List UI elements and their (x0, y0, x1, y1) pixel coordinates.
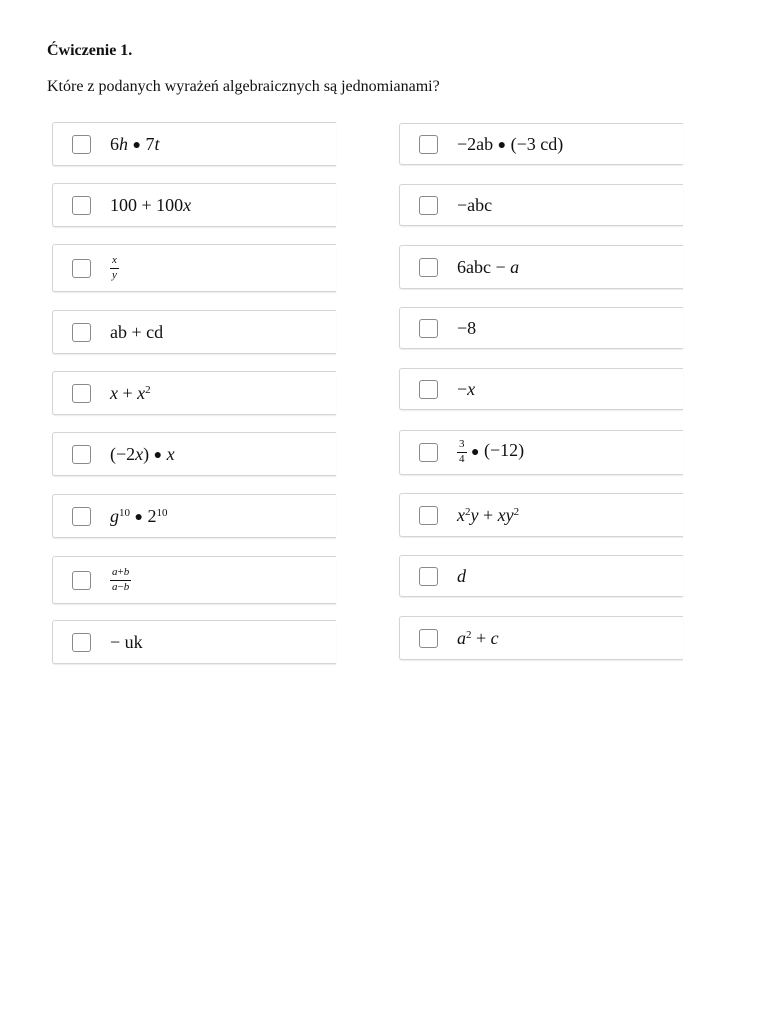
option-l1[interactable] (52, 122, 336, 166)
option-r7[interactable] (399, 493, 683, 537)
option-expression: (−2x) ● x (110, 443, 175, 464)
option-l7[interactable] (52, 494, 336, 538)
option-expression: $a^2 + c$ (457, 628, 499, 648)
option-expression: 6h ● 7t (110, 133, 160, 154)
option-checkbox[interactable] (419, 443, 438, 462)
exercise-title: Ćwiczenie 1. (47, 42, 133, 59)
option-r9[interactable] (399, 616, 683, 660)
option-checkbox[interactable] (72, 135, 91, 154)
option-checkbox[interactable] (72, 259, 91, 278)
option-expression: $x^2y + xy^2$ (457, 505, 520, 525)
option-r8[interactable] (399, 555, 683, 597)
option-r1[interactable] (399, 123, 683, 165)
option-l2[interactable] (52, 183, 336, 227)
option-checkbox[interactable] (72, 384, 91, 403)
option-checkbox[interactable] (419, 258, 438, 277)
option-checkbox[interactable] (419, 567, 438, 586)
option-l8[interactable] (52, 556, 336, 604)
option-checkbox[interactable] (419, 135, 438, 154)
option-r5[interactable] (399, 368, 683, 410)
option-expression: $\frac{a+b}{a-b}$ (112, 565, 130, 593)
option-checkbox[interactable] (72, 445, 91, 464)
option-r3[interactable] (399, 245, 683, 289)
option-checkbox[interactable] (419, 196, 438, 215)
option-checkbox[interactable] (419, 380, 438, 399)
option-expression: $g^{10}$ ● $2^{10}$ (110, 505, 168, 526)
option-expression: $\frac{3}{4}$ ● (−12) (459, 438, 525, 465)
option-expression: −abc (457, 195, 493, 215)
option-l5[interactable] (52, 371, 336, 415)
option-expression: d (457, 566, 466, 586)
option-r2[interactable] (399, 184, 683, 226)
option-l9[interactable] (52, 620, 336, 664)
option-expression: − uk (110, 632, 143, 652)
option-expression: −2ab ● (−3 cd) (457, 133, 564, 154)
exercise-question: Które z podanych wyrażeń algebraicznych są jednomianami? (47, 78, 440, 95)
option-expression: 6abc − a (457, 257, 520, 277)
option-checkbox[interactable] (72, 323, 91, 342)
option-checkbox[interactable] (419, 629, 438, 648)
option-expression: $\frac{x}{y}$ (112, 253, 117, 281)
option-r4[interactable] (399, 307, 683, 349)
option-checkbox[interactable] (72, 507, 91, 526)
option-l6[interactable] (52, 432, 336, 476)
option-l4[interactable] (52, 310, 336, 354)
option-checkbox[interactable] (419, 506, 438, 525)
option-expression: −8 (457, 318, 477, 338)
option-expression: $x + x^2$ (110, 383, 151, 403)
option-expression: ab + cd (110, 322, 164, 342)
option-l3[interactable] (52, 244, 336, 292)
option-checkbox[interactable] (72, 571, 91, 590)
option-expression: 100 + 100x (110, 195, 192, 215)
option-r6[interactable] (399, 430, 683, 475)
option-checkbox[interactable] (72, 196, 91, 215)
option-checkbox[interactable] (72, 633, 91, 652)
option-expression: −x (457, 379, 476, 399)
option-checkbox[interactable] (419, 319, 438, 338)
